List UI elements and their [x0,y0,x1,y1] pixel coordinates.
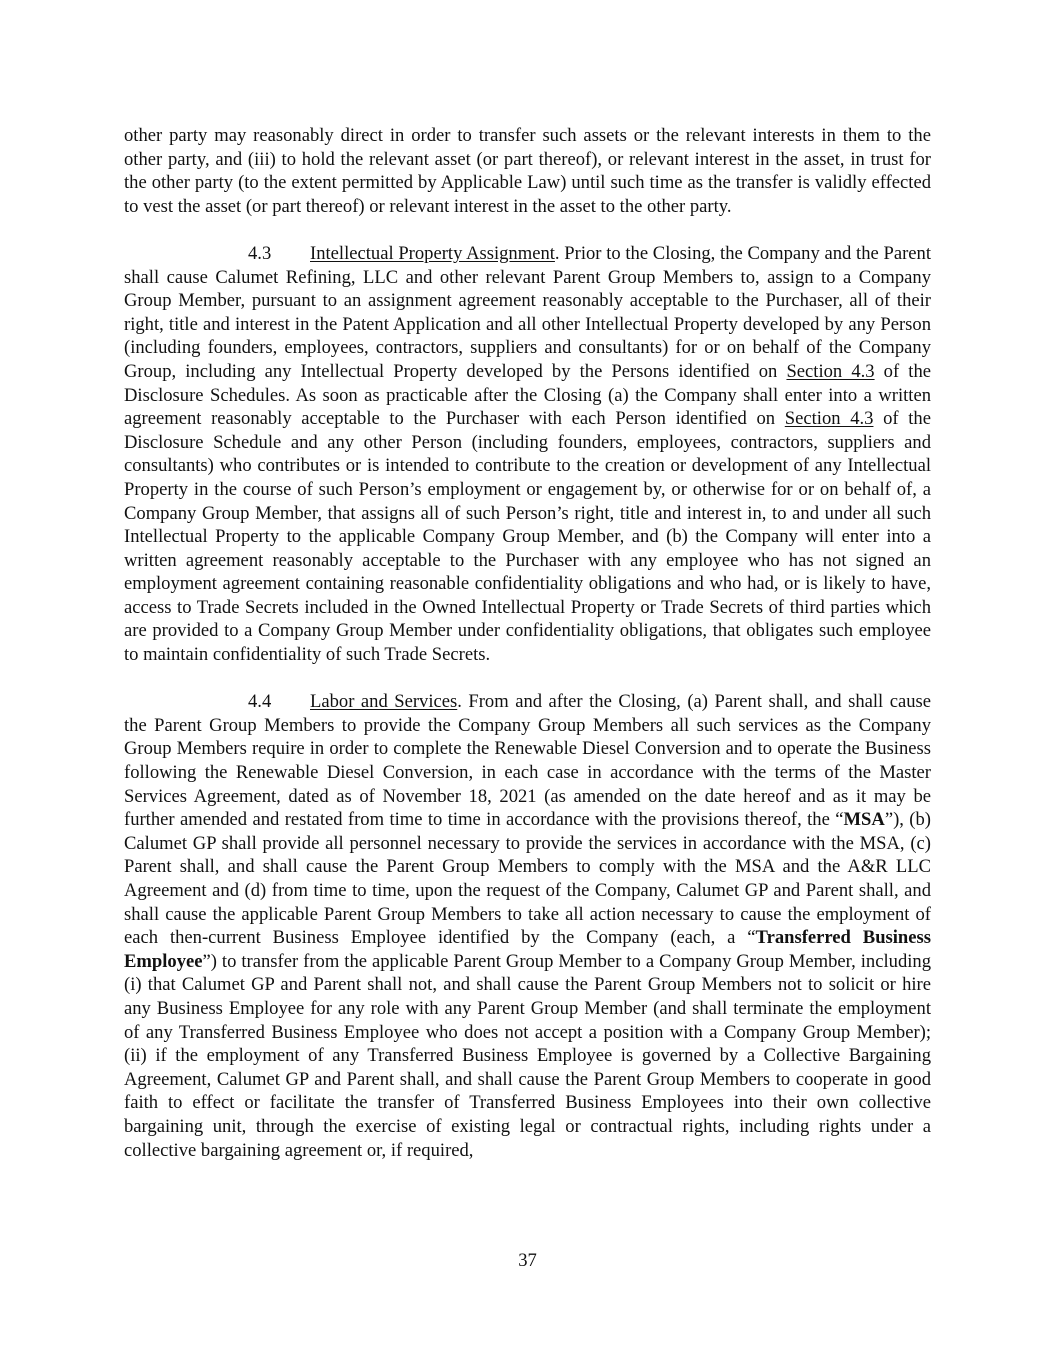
section-cross-reference: Section 4.3 [784,408,874,430]
page-number: 37 [518,1250,537,1271]
section-4-4-paragraph [124,690,931,1162]
defined-term: MSA [843,809,885,831]
paragraph-text: . Prior to the Closing, the Company and the Parent shall cause Calumet Refining, LLC and other relevant Parent Group Members to, assign to a Company Group Member, pursuant to an assignment agreement reasonably acceptable to the Purchaser, all of their right, title and interest in the Patent Application and all other Intellectual Property developed by any Person (including founders, employees, contractors, suppliers and consultants) for or on behalf of the Company Group, including any Intellectual Property developed by the Persons identified on [124,242,931,382]
defined-term: Transferred Business Employee [124,927,931,972]
section-heading: Labor and Services [310,691,458,713]
paragraph-text: ”) to transfer from the applicable Parent Group Member to a Company Group Member, including (i) that Calumet GP and Parent shall not, and shall cause the Parent Group Members not to solicit or hire any Business Employee for any role with any Parent Group Member (and shall terminate the employment of any Transferred Business Employee who does not accept a position with a Company Group Member); (ii) if the employment of any Transferred Business Employee is governed by a Collective Bargaining Agreement, Calumet GP and Parent shall, and shall cause the Parent Group Members to cooperate in good faith to effect or facilitate the transfer of Transferred Business Employees into their own collective bargaining unit, through the exercise of existing legal or contractual rights, including rights under a collective bargaining agreement or, if required, [124,950,931,1161]
paragraph-text: . From and after the Closing, (a) Parent shall, and shall cause the Parent Group Members to provide the Company Group Members all such services as the Company Group Members require in order to complete the Renewable Diesel Conversion and to operate the Business following the Renewable Diesel Conversion, in each case in accordance with the terms of the Master Services Agreement, dated as of November 18, 2021 (as amended on the date hereof and as it may be further amended and restated from time to time in accordance with the provisions thereof, the “ [124,691,932,831]
paragraph-text: ”), (b) Calumet GP shall provide all personnel necessary to provide the services in accordance with the MSA, (c) Parent shall, and shall cause the Parent Group Members to comply with the MSA and the A&R LLC Agreement and (d) from time to time, upon the request of the Company, Calumet GP and Parent shall, and shall cause the applicable Parent Group Members to take all action necessary to cause the employment of each then-current Business Employee identified by the Company (each, a “ [124,809,931,949]
section-cross-reference: Section 4.3 [786,360,875,382]
document-page [124,124,931,1186]
paragraph-text: of the Disclosure Schedule and any other Person (including founders, employees, contractors, suppliers and consultants) who contributes or is intended to contribute to the creation or development of any Intellectual Property in the course of such Person’s employment or engagement by, or otherwise for or on behalf of, a Company Group Member, that assigns all of such Person’s right, title and interest in, to and under all such Intellectual Property to the applicable Company Group Member, and (b) the Company will enter into a written agreement reasonably acceptable to the Purchaser with any employee who has not signed an employment agreement containing reasonable confidentiality obligations and who had, or is likely to have, access to Trade Secrets included in the Owned Intellectual Property or Trade Secrets of third parties which are provided to a Company Group Member under confidentiality obligations, that obligates such employee to maintain confidentiality of such Trade Secrets. [124,408,931,666]
section-number: 4.3 [248,242,272,264]
paragraph-continuation [124,124,931,218]
section-heading: Intellectual Property Assignment [310,242,555,264]
paragraph-text: other party may reasonably direct in order to transfer such assets or the relevant interests in them to the other party, and (iii) to hold the relevant asset (or part thereof), or relevant interest in the asset, in trust for the other party (to the extent permitted by Applicable Law) until such time as the transfer is validly effected to vest the asset (or part thereof) or relevant interest in the asset to the other party. [124,125,931,217]
section-4-3-paragraph [124,242,931,667]
section-number: 4.4 [248,691,272,713]
paragraph-text: of the Disclosure Schedules. As soon as practicable after the Closing (a) the Company shall enter into a written agreement reasonably acceptable to the Purchaser with each Person identified on [124,360,931,430]
